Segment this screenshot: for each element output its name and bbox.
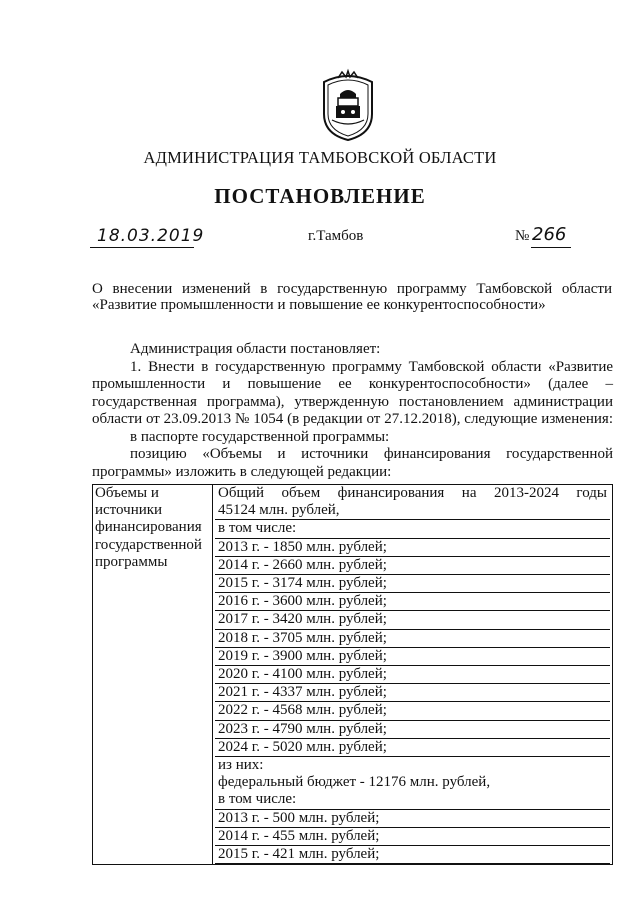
- federal-year-line: 2014 г. - 455 млн. рублей;: [215, 828, 610, 846]
- year-funding-line: 2013 г. - 1850 млн. рублей;: [215, 539, 610, 557]
- intro-paragraph: Администрация области постановляет:: [130, 341, 381, 357]
- year-funding-line: 2023 г. - 4790 млн. рублей;: [215, 721, 610, 739]
- year-funding-line: 2019 г. - 3900 млн. рублей;: [215, 648, 610, 666]
- total-funding-line-1: Общий объем финансирования на 2013-2024 годы: [218, 485, 607, 501]
- paragraph-1-line-1: 1. Внести в государственную программу Тамбовской области «Развитие: [130, 358, 613, 375]
- year-funding-line: 2018 г. - 3705 млн. рублей;: [215, 630, 610, 648]
- position-name-line: государственной: [95, 536, 202, 553]
- paragraph-1-line-4: области от 23.09.2013 № 1054 (в редакции от 27.12.2018), следующие изменения:: [92, 411, 613, 427]
- year-funding-line: 2017 г. - 3420 млн. рублей;: [215, 611, 610, 629]
- year-funding-line: 2014 г. - 2660 млн. рублей;: [215, 557, 610, 575]
- subject-line-2: «Развитие промышленности и повышение ее конкурентоспособности»: [92, 297, 546, 313]
- subject-line-1: О внесении изменений в государственную программу Тамбовской области: [92, 281, 612, 297]
- date-underline: [90, 247, 194, 248]
- position-name-cell: [93, 485, 213, 865]
- document-body: [92, 341, 613, 481]
- position-content-cell: [213, 485, 613, 865]
- position-name-line: Объемы и: [95, 485, 159, 501]
- paragraph-3-line-1: позицию «Объемы и источники финансирования государственной: [130, 446, 613, 462]
- year-funding-line: 2022 г. - 4568 млн. рублей;: [215, 702, 610, 720]
- total-funding-line-2: 45124 млн. рублей,: [215, 502, 610, 520]
- paragraph-2: в паспорте государственной программы:: [130, 428, 390, 445]
- coat-of-arms-emblem: [318, 68, 378, 142]
- table-row: [93, 485, 613, 865]
- federal-year-line: 2015 г. - 421 млн. рублей;: [215, 846, 610, 864]
- number-underline: [531, 247, 571, 248]
- paragraph-1-line-2: промышленности и повышение ее конкурентоспособности» (далее –: [92, 376, 613, 392]
- document-city: г.Тамбов: [308, 228, 364, 244]
- including-label-2: в том числе:: [215, 791, 610, 809]
- number-sign: №: [515, 228, 530, 244]
- year-funding-line: 2016 г. - 3600 млн. рублей;: [215, 593, 610, 611]
- federal-year-line: 2013 г. - 500 млн. рублей;: [215, 810, 610, 828]
- year-funding-line: 2020 г. - 4100 млн. рублей;: [215, 666, 610, 684]
- position-name-line: источники: [95, 502, 163, 519]
- position-name-line: программы: [95, 553, 168, 570]
- of-which-label: из них:: [218, 757, 264, 774]
- document-type-title: ПОСТАНОВЛЕНИЕ: [214, 184, 426, 208]
- document-subject: [92, 281, 612, 313]
- paragraph-3-line-2: программы» изложить в следующей редакции:: [92, 463, 392, 480]
- year-funding-line: 2024 г. - 5020 млн. рублей;: [215, 739, 610, 757]
- passport-table: [92, 484, 613, 865]
- federal-budget-line: федеральный бюджет - 12176 млн. рублей,: [218, 774, 491, 791]
- year-funding-line: 2021 г. - 4337 млн. рублей;: [215, 684, 610, 702]
- position-name-line: финансирования: [95, 519, 202, 536]
- organization-name: АДМИНИСТРАЦИЯ ТАМБОВСКОЙ ОБЛАСТИ: [143, 148, 497, 167]
- including-label: в том числе:: [215, 520, 610, 538]
- year-funding-line: 2015 г. - 3174 млн. рублей;: [215, 575, 610, 593]
- paragraph-1-line-3: государственная программа), утвержденную постановлением администрации: [92, 393, 613, 410]
- document-number: 266: [532, 224, 567, 245]
- document-date: 18.03.2019: [97, 226, 205, 246]
